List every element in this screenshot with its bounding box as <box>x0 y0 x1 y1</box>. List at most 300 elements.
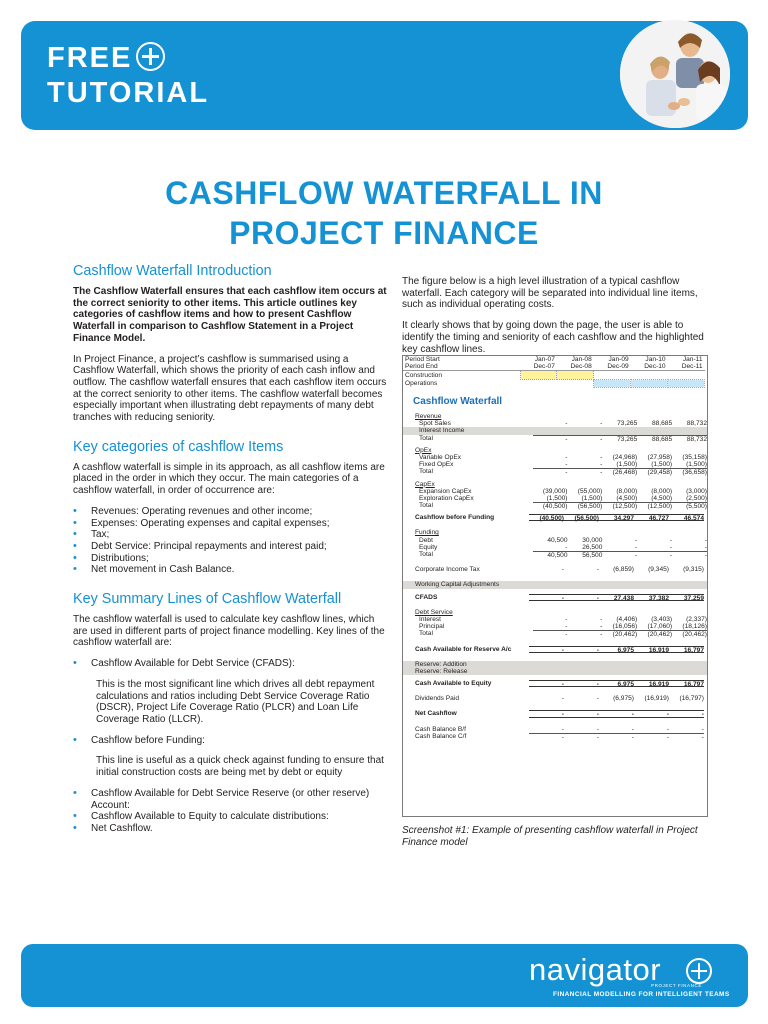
row-label: Equity <box>419 543 438 551</box>
team-photo-illustration <box>620 20 730 128</box>
value-cell: (16,797) <box>679 695 704 703</box>
construction-flag-cell <box>520 371 557 379</box>
navigator-logo: navigator <box>529 952 662 987</box>
value-cell: 46,727 <box>634 514 669 521</box>
table-row <box>403 413 707 420</box>
period-end-label: Period End <box>403 363 520 371</box>
value-cell <box>599 581 634 588</box>
period-start-cell: Jan-10 <box>645 356 666 363</box>
figure-caption: Screenshot #1: Example of presenting cashflow waterfall in Project Finance model <box>402 825 698 848</box>
value-cell <box>533 427 568 434</box>
value-cell: (1,500) <box>686 461 707 469</box>
logo-subtitle: PROJECT FINANCE <box>651 983 702 988</box>
value-cell: - <box>599 710 634 717</box>
list-item: • Tax; <box>73 529 389 541</box>
table-row <box>403 646 707 653</box>
value-cell: - <box>669 536 673 544</box>
list-item: • Net Cashflow. <box>73 823 389 835</box>
table-row <box>403 616 707 623</box>
row-label: CFADS <box>415 593 438 601</box>
value-cell <box>529 529 564 536</box>
value-cell <box>634 661 669 668</box>
value-cell: (12,500) <box>602 502 637 509</box>
value-cell: - <box>672 551 707 558</box>
value-cell: (24,968) <box>612 453 638 461</box>
value-cell <box>529 661 564 668</box>
free-label <box>47 40 165 76</box>
categories-heading: Key categories of cashflow Items <box>73 438 284 455</box>
period-end-cell: Dec-08 <box>557 363 594 371</box>
value-cell <box>599 529 634 536</box>
empty-cell <box>594 371 631 379</box>
waterfall-rows <box>403 413 707 740</box>
value-cell <box>599 609 634 616</box>
value-cell <box>599 661 634 668</box>
row-label: Exploration CapEx <box>419 494 474 502</box>
value-cell: - <box>669 733 704 740</box>
intro-heading: Cashflow Waterfall Introduction <box>73 263 272 279</box>
value-cell <box>567 427 602 434</box>
empty-cell <box>631 371 668 379</box>
value-cell <box>669 413 704 420</box>
row-label: Interest Income <box>419 427 465 435</box>
table-row <box>403 529 707 536</box>
table-row <box>403 537 707 544</box>
period-start-label: Period Start <box>405 356 440 363</box>
value-cell: - <box>533 468 568 475</box>
list-item: • Net movement in Cash Balance. <box>73 564 389 576</box>
summary-list <box>73 658 389 670</box>
value-cell: - <box>600 461 603 469</box>
value-cell: (56,500) <box>564 514 599 521</box>
cfads-label: Cashflow Available for Debt Service (CFADS): <box>91 658 295 670</box>
period-start-row <box>403 356 705 363</box>
value-cell: 30,000 <box>582 536 603 544</box>
construction-flag-cell <box>557 371 594 379</box>
value-cell: - <box>565 420 568 428</box>
value-cell <box>564 661 599 668</box>
page-title <box>0 173 768 253</box>
period-start-cell: Jan-09 <box>608 356 629 363</box>
value-cell: (1,500) <box>581 494 603 502</box>
value-cell: (1,500) <box>546 494 568 502</box>
value-cell: - <box>600 623 603 631</box>
value-cell <box>529 581 564 588</box>
value-cell: 73,265 <box>617 420 638 428</box>
value-cell: - <box>565 615 568 623</box>
table-row <box>403 687 707 695</box>
intro-summary: The Cashflow Waterfall ensures that each cashflow item occurs at the correct seniority to other items. This article outlines key categories of cashflow items and how to present Cashflow Waterfall in comparison to Cashflow Statement in a Project Finance Model. <box>73 286 387 344</box>
table-row <box>403 638 707 646</box>
row-label: CapEx <box>415 480 435 488</box>
value-cell: (20,462) <box>602 630 637 637</box>
period-start-cell: Jan-08 <box>571 356 592 363</box>
value-cell: (27,958) <box>647 453 673 461</box>
value-cell <box>637 427 672 434</box>
value-cell: - <box>596 566 599 574</box>
value-cell: - <box>602 551 637 558</box>
value-cell: - <box>564 646 599 653</box>
operations-flag-cell <box>594 379 631 387</box>
value-cell <box>634 668 669 675</box>
value-cell: - <box>567 435 602 442</box>
value-cell <box>669 668 704 675</box>
row-label: Expansion CapEx <box>419 487 472 495</box>
plus-circle-icon <box>136 42 165 71</box>
value-cell: - <box>704 543 707 551</box>
tutorial-label: TUTORIAL <box>47 77 210 109</box>
value-cell: (9,345) <box>648 566 669 574</box>
value-cell: - <box>533 435 568 442</box>
value-cell <box>634 609 669 616</box>
plus-circle-icon <box>686 958 712 984</box>
sheet-title: Cashflow Waterfall <box>413 395 503 407</box>
value-cell: (2,500) <box>686 494 707 502</box>
value-cell: (4,500) <box>616 494 638 502</box>
table-row <box>403 427 707 434</box>
value-cell: 73,265 <box>602 435 637 442</box>
value-cell: 56,500 <box>567 551 602 558</box>
value-cell: - <box>565 453 568 461</box>
row-label: Reserve: Release <box>415 667 468 675</box>
value-cell: - <box>564 733 599 740</box>
value-cell: 46,574 <box>669 514 704 521</box>
value-cell: - <box>564 594 599 601</box>
operations-label: Operations <box>405 379 438 387</box>
value-cell <box>669 609 704 616</box>
period-end-cell: Dec-11 <box>668 363 705 371</box>
value-cell <box>564 668 599 675</box>
value-cell: (16,919) <box>644 695 669 703</box>
list-item: • Cashflow Available to Equity to calculate distributions: <box>73 811 389 823</box>
value-cell: - <box>634 710 669 717</box>
value-cell: (16,056) <box>612 623 638 631</box>
value-cell: - <box>599 733 634 740</box>
title-line-2: PROJECT FINANCE <box>229 215 539 251</box>
period-header-table <box>403 356 705 388</box>
table-row <box>403 495 707 502</box>
list-item: • Distributions; <box>73 553 389 565</box>
value-cell: 26,500 <box>582 543 603 551</box>
period-end-cell: Dec-10 <box>631 363 668 371</box>
row-label: Net Cashflow <box>415 710 457 718</box>
list-item-cbf <box>73 735 389 747</box>
table-row <box>403 702 707 710</box>
summary-list-3 <box>73 788 389 835</box>
row-label: Total <box>419 551 433 559</box>
table-row <box>403 447 707 454</box>
figure-intro-paragraph: The figure below is a high level illustration of a typical cashflow waterfall. Each category will be separated into individual line items, such as individual operating costs. <box>402 276 698 311</box>
table-row <box>403 726 707 733</box>
value-cell: (6,975) <box>613 695 634 703</box>
row-label: Cashflow before Funding <box>415 514 495 522</box>
row-label: Principal <box>419 623 445 631</box>
value-cell <box>529 668 564 675</box>
value-cell: 88,732 <box>686 420 707 428</box>
period-end-cell: Dec-09 <box>594 363 631 371</box>
value-cell <box>669 581 704 588</box>
value-cell: - <box>634 733 669 740</box>
row-label: Interest <box>419 615 441 623</box>
free-text: FREE <box>47 42 133 74</box>
value-cell <box>564 447 599 454</box>
row-label: Dividends Paid <box>415 695 459 703</box>
table-row <box>403 521 707 529</box>
table-row <box>403 468 707 475</box>
value-cell: 37,259 <box>669 594 704 601</box>
value-cell <box>599 447 634 454</box>
table-row <box>403 695 707 702</box>
value-cell: - <box>561 695 564 703</box>
row-label: Total <box>419 630 433 638</box>
table-row <box>403 481 707 488</box>
value-cell: - <box>669 710 704 717</box>
operations-flag-cell <box>668 379 705 387</box>
period-end-cell: Dec-07 <box>520 363 557 371</box>
value-cell: 16,919 <box>634 646 669 653</box>
summary-paragraph: The cashflow waterfall is used to calculate key cashflow lines, which are used in different parts of project finance modelling. Key lines of the cashflow waterfall are: <box>73 614 385 649</box>
row-label: Spot Sales <box>419 420 451 428</box>
table-row <box>403 488 707 495</box>
value-cell <box>564 529 599 536</box>
value-cell: - <box>529 710 564 717</box>
row-label: Debt <box>419 536 433 544</box>
summary-heading: Key Summary Lines of Cashflow Waterfall <box>73 591 342 608</box>
figure-explanation-paragraph: It clearly shows that by going down the page, the user is able to identify the timing and seniority of each cashflow and the highlighted key cashflow lines. <box>402 320 704 355</box>
summary-list-2 <box>73 735 389 747</box>
value-cell <box>634 413 669 420</box>
value-cell <box>564 413 599 420</box>
value-cell: 88,685 <box>651 420 673 428</box>
row-label: Cash Balance B/f <box>415 725 466 733</box>
value-cell: - <box>669 543 673 551</box>
value-cell: - <box>533 630 568 637</box>
construction-label: Construction <box>405 371 443 379</box>
value-cell: - <box>565 461 568 469</box>
value-cell: 6,975 <box>599 646 634 653</box>
cfads-description: This is the most significant line which drives all debt repayment calculations and ratios including Debt Service Coverage Ratio (DSCR), Project Life Coverage Ratio (PLCR) and Loan Life Coverage Ratio (LLCR). <box>96 678 375 725</box>
value-cell: (20,462) <box>637 630 672 637</box>
table-row <box>403 601 707 609</box>
table-row <box>403 710 707 717</box>
value-cell <box>529 609 564 616</box>
value-cell: (20,462) <box>672 630 707 637</box>
empty-cell <box>520 379 557 387</box>
value-cell: 37,382 <box>634 594 669 601</box>
team-photo <box>620 20 730 128</box>
row-label: Total <box>419 502 433 510</box>
value-cell: - <box>561 566 564 574</box>
value-cell: 16,797 <box>669 646 704 653</box>
categories-list <box>73 506 389 576</box>
table-row <box>403 573 707 581</box>
value-cell: (39,000) <box>542 487 568 495</box>
value-cell: - <box>529 594 564 601</box>
value-cell: - <box>529 733 564 740</box>
value-cell: (17,060) <box>647 623 673 631</box>
list-item: • Cashflow Available for Debt Service Reserve (or other reserve) Account: <box>73 788 389 811</box>
value-cell: (8,000) <box>616 487 638 495</box>
list-item: • Revenues: Operating revenues and other income; <box>73 506 389 518</box>
value-cell: 88,685 <box>637 435 672 442</box>
value-cell: (55,000) <box>577 487 603 495</box>
row-label: Total <box>419 468 433 476</box>
value-cell: (8,000) <box>651 487 673 495</box>
value-cell: (36,658) <box>672 468 707 475</box>
row-label: Total <box>419 434 433 442</box>
value-cell: (29,458) <box>637 468 672 475</box>
value-cell: (18,126) <box>682 623 707 631</box>
title-line-1: CASHFLOW WATERFALL IN <box>165 175 603 211</box>
table-row <box>403 420 707 427</box>
period-end-row <box>403 363 705 371</box>
list-item-cfads <box>73 658 389 670</box>
cbf-label: Cashflow before Funding: <box>91 734 205 746</box>
value-cell: 40,500 <box>533 551 568 558</box>
value-cell <box>669 529 704 536</box>
row-label: Working Capital Adjustments <box>415 581 500 589</box>
value-cell: (1,500) <box>616 461 638 469</box>
value-cell: - <box>567 468 602 475</box>
right-column <box>402 276 714 364</box>
value-cell: - <box>635 536 638 544</box>
row-label: Funding <box>415 529 439 537</box>
list-item: • Debt Service: Principal repayments and interest paid; <box>73 541 389 553</box>
value-cell: - <box>637 551 672 558</box>
value-cell: (1,500) <box>651 461 673 469</box>
value-cell: (3,000) <box>686 487 707 495</box>
value-cell <box>602 427 637 434</box>
value-cell: (56,500) <box>567 502 602 509</box>
value-cell: - <box>564 710 599 717</box>
table-row <box>403 653 707 661</box>
operations-flag-cell <box>631 379 668 387</box>
value-cell <box>669 481 704 488</box>
row-label: Cash Balance C/f <box>415 732 467 740</box>
value-cell: 6,975 <box>599 680 634 687</box>
value-cell <box>564 481 599 488</box>
value-cell: 40,500 <box>547 536 568 544</box>
table-row <box>403 544 707 551</box>
table-row <box>403 566 707 573</box>
value-cell: - <box>596 725 599 733</box>
value-cell: - <box>565 543 568 551</box>
period-start-cell: Jan-11 <box>682 356 703 363</box>
table-row <box>403 718 707 726</box>
value-cell: 88,732 <box>672 435 707 442</box>
value-cell: - <box>666 725 669 733</box>
row-label: Cash Available to Equity <box>415 680 492 688</box>
value-cell: (40,500) <box>529 514 564 521</box>
categories-paragraph: A cashflow waterfall is simple in its approach, as all cashflow items are placed in the order in which they occur. The main categories of a cashflow waterfall, in order of occurrence are: <box>73 461 385 497</box>
value-cell: 34,297 <box>599 514 634 521</box>
row-label: Debt Service <box>415 608 453 616</box>
table-row <box>403 581 707 588</box>
value-cell <box>529 447 564 454</box>
value-cell: (6,859) <box>613 566 634 574</box>
value-cell: (4,406) <box>616 615 638 623</box>
value-cell <box>672 427 707 434</box>
value-cell <box>599 668 634 675</box>
value-cell <box>669 661 704 668</box>
row-label: Revenue <box>415 413 442 421</box>
value-cell: - <box>567 630 602 637</box>
table-row <box>403 502 707 509</box>
value-cell <box>669 447 704 454</box>
value-cell: - <box>635 543 638 551</box>
row-label: Corporate Income Tax <box>415 566 480 574</box>
value-cell: (5,500) <box>672 502 707 509</box>
value-cell <box>634 529 669 536</box>
value-cell: - <box>704 536 707 544</box>
table-row <box>403 461 707 468</box>
empty-cell <box>557 379 594 387</box>
left-column <box>73 262 389 844</box>
value-cell: 16,919 <box>634 680 669 687</box>
table-row <box>403 454 707 461</box>
value-cell: (3,403) <box>651 615 673 623</box>
value-cell: - <box>596 695 599 703</box>
value-cell <box>564 581 599 588</box>
value-cell <box>599 481 634 488</box>
value-cell: - <box>600 453 603 461</box>
value-cell <box>634 447 669 454</box>
value-cell: - <box>701 725 704 733</box>
footer-tagline: FINANCIAL MODELLING FOR INTELLIGENT TEAMS <box>553 991 730 998</box>
empty-cell <box>668 371 705 379</box>
construction-row <box>403 371 705 379</box>
table-row <box>403 630 707 637</box>
row-label: Cash Available for Reserve A/c <box>415 645 512 653</box>
cashflow-waterfall-sheet <box>402 355 708 817</box>
table-row <box>403 514 707 521</box>
value-cell <box>564 609 599 616</box>
cbf-description: This line is useful as a quick check against funding to ensure that initial construction costs are being met by debt or equity <box>96 755 384 779</box>
row-label: Variable OpEx <box>419 453 462 461</box>
table-row <box>403 680 707 687</box>
value-cell: (26,468) <box>602 468 637 475</box>
value-cell: (9,315) <box>683 566 704 574</box>
table-row <box>403 733 707 740</box>
table-row <box>403 623 707 630</box>
intro-paragraph: In Project Finance, a project’s cashflow is summarised using a Cashflow Waterfall, which shows the priority of each cash inflow and outflow. The cashflow waterfall ensures that each cashflow item occurs at the correct seniority to other items. The cashflow waterfall becomes especially important when illustrating debt repayments of many debt tranches with reducing seniority. <box>73 353 387 424</box>
table-row <box>403 661 707 668</box>
table-row <box>403 558 707 566</box>
value-cell: - <box>529 646 564 653</box>
row-label: Reserve: Addition <box>415 660 467 668</box>
period-start-cell: Jan-07 <box>534 356 555 363</box>
value-cell <box>529 413 564 420</box>
value-cell: - <box>565 623 568 631</box>
value-cell: - <box>561 725 564 733</box>
value-cell: 27,438 <box>599 594 634 601</box>
row-label: OpEx <box>415 446 432 454</box>
value-cell: - <box>600 615 603 623</box>
table-row <box>403 551 707 558</box>
value-cell <box>634 581 669 588</box>
table-row <box>403 609 707 616</box>
value-cell <box>529 481 564 488</box>
value-cell: (40,500) <box>533 502 568 509</box>
value-cell: - <box>564 680 599 687</box>
value-cell: (12,500) <box>637 502 672 509</box>
table-row <box>403 594 707 601</box>
value-cell <box>634 481 669 488</box>
value-cell: 16,797 <box>669 680 704 687</box>
value-cell: (35,158) <box>682 453 707 461</box>
row-label: Fixed OpEx <box>419 461 454 469</box>
value-cell: - <box>600 420 603 428</box>
